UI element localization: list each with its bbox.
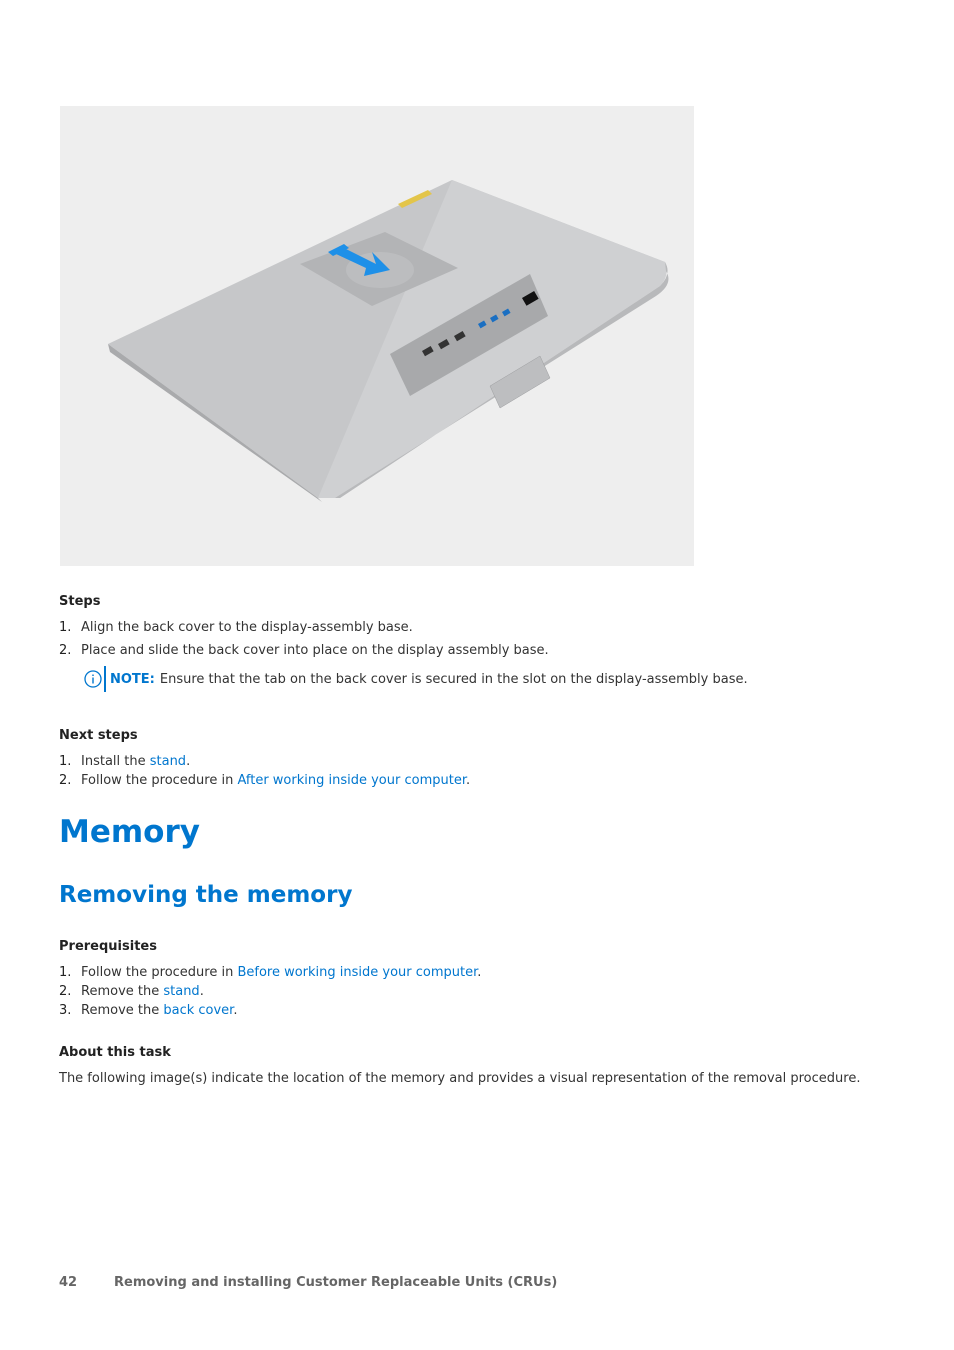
list-item — [59, 982, 481, 1001]
item-text: Install the — [81, 754, 150, 769]
about-text: The following image(s) indicate the location of the memory and provides a visual representation of the removal procedure. — [59, 1071, 861, 1086]
page-footer — [59, 1275, 557, 1290]
list-item — [59, 963, 481, 982]
item-suffix: . — [233, 1003, 238, 1018]
prerequisites-list — [59, 963, 481, 1020]
item-number: 1. — [59, 754, 72, 769]
back-cover-illustration — [60, 106, 694, 566]
stand-link[interactable]: stand — [149, 754, 187, 769]
about-heading: About this task — [59, 1045, 171, 1060]
item-number: 3. — [59, 1003, 72, 1018]
note-callout — [84, 666, 748, 692]
note-label: NOTE: — [110, 671, 155, 687]
list-item — [59, 618, 549, 637]
note-divider — [104, 666, 106, 692]
item-text: Place and slide the back cover into place on the display assembly base. — [81, 643, 549, 658]
steps-heading: Steps — [59, 594, 101, 609]
back-cover-link[interactable]: back cover — [163, 1003, 234, 1018]
chapter-title: Removing and installing Customer Replaceable Units (CRUs) — [114, 1275, 558, 1290]
item-number: 2. — [59, 643, 72, 658]
subsection-title: Removing the memory — [59, 882, 353, 908]
item-text: Remove the — [81, 984, 164, 999]
prerequisites-heading: Prerequisites — [59, 939, 157, 954]
illustration-svg — [60, 106, 694, 566]
list-item — [59, 641, 549, 660]
item-suffix: . — [477, 965, 482, 980]
list-item — [59, 771, 470, 790]
item-number: 1. — [59, 965, 72, 980]
list-item — [59, 1001, 481, 1020]
item-suffix: . — [465, 773, 471, 788]
after-working-link[interactable]: After working inside your computer — [237, 773, 466, 788]
note-text: Ensure that the tab on the back cover is secured in the slot on the display-assembly base. — [159, 671, 748, 687]
item-suffix: . — [186, 754, 191, 769]
before-working-link[interactable]: Before working inside your computer — [237, 965, 478, 980]
next-steps-heading: Next steps — [59, 728, 138, 743]
info-icon — [84, 670, 102, 688]
item-text: Follow the procedure in — [81, 773, 238, 788]
list-item — [59, 752, 470, 771]
stand-link[interactable]: stand — [163, 984, 200, 999]
item-suffix: . — [199, 984, 204, 999]
section-title: Memory — [59, 814, 200, 850]
item-text: Follow the procedure in — [81, 965, 238, 980]
item-text: Align the back cover to the display-assembly base. — [81, 620, 413, 635]
item-number: 2. — [59, 984, 72, 999]
item-text: Remove the — [81, 1003, 164, 1018]
page-number: 42 — [59, 1275, 78, 1290]
item-number: 1. — [59, 620, 72, 635]
steps-list — [59, 618, 549, 660]
next-steps-list — [59, 752, 470, 790]
item-number: 2. — [59, 773, 72, 788]
